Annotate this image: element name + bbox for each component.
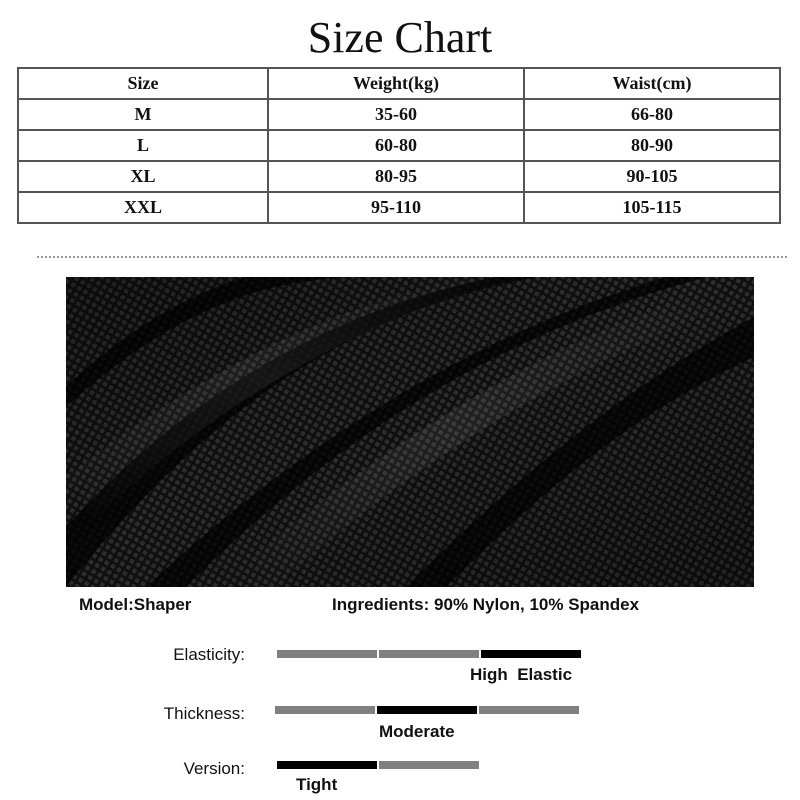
table-header-row [18,68,780,99]
version-bar-2 [379,761,479,769]
thickness-value: Moderate [379,722,455,741]
version-label: Version: [183,759,245,778]
ingredients-label: Ingredients: [332,595,430,614]
version-value: Tight [296,775,338,794]
header-size: Size [18,68,268,99]
header-waist: Waist(cm) [524,68,780,99]
header-weight: Weight(kg) [268,68,524,99]
cell-size: XL [18,161,268,192]
fabric-swatch-image [66,277,754,587]
fabric-texture [66,277,754,587]
cell-waist: 90-105 [524,161,780,192]
elasticity-bar-2 [379,650,479,658]
elasticity-bar-3 [481,650,581,658]
size-table [17,67,781,224]
table-row [18,192,780,223]
thickness-bar-2 [377,706,477,714]
cell-waist: 66-80 [524,99,780,130]
elasticity-bar-1 [277,650,377,658]
elasticity-label: Elasticity: [173,645,245,664]
thickness-bar-3 [479,706,579,714]
cell-weight: 95-110 [268,192,524,223]
ingredients-info [332,594,639,616]
cell-waist: 105-115 [524,192,780,223]
table-row [18,130,780,161]
table-row [18,99,780,130]
cell-weight: 35-60 [268,99,524,130]
elasticity-value: High Elastic [470,665,573,684]
page-title: Size Chart [307,13,493,62]
model-value: Shaper [133,595,192,614]
cell-waist: 80-90 [524,130,780,161]
table-row [18,161,780,192]
thickness-bar-1 [275,706,375,714]
cell-size: M [18,99,268,130]
version-bar-1 [277,761,377,769]
dotted-divider [37,256,787,258]
cell-size: XXL [18,192,268,223]
model-info [79,594,191,616]
cell-size: L [18,130,268,161]
cell-weight: 80-95 [268,161,524,192]
ingredients-value: 90% Nylon, 10% Spandex [434,595,640,614]
cell-weight: 60-80 [268,130,524,161]
model-label: Model: [79,595,134,614]
thickness-label: Thickness: [163,704,245,723]
